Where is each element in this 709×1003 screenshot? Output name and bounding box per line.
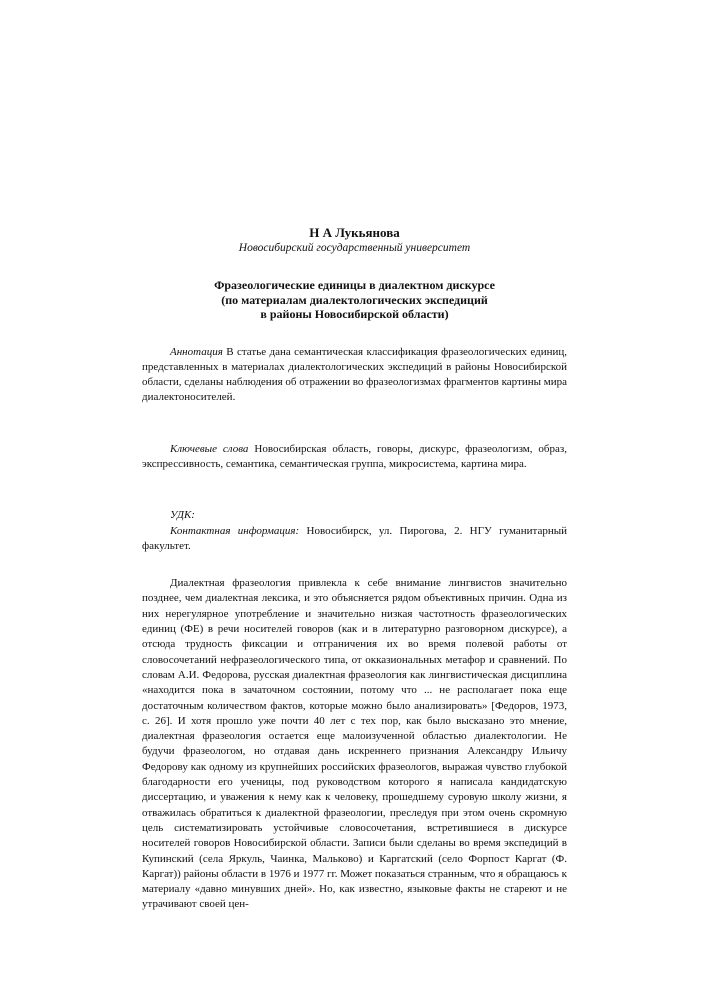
keywords-text: Новосибирская область, говоры, дискурс, фразеологизм, образ, экспрессивность, семантика, семантическая группа, микросистема, картина мира.	[142, 442, 567, 470]
author-affiliation: Новосибирский государственный университет	[238, 242, 471, 254]
body-paragraph: Диалектная фразеология привлекла к себе внимание лингвистов значительно позднее, чем диалектная лексика, и это объясняется рядом объективных причин. Одна из них нерегулярное употребление и значительно низкая частотность фразеологических единиц (ФЕ) в речи носителей говоров (как и в литературно разговорном дискурсе), а отсюда трудность фиксации и отграничения их во время полевой работы от словосочетаний нефразеологического типа, от окказиональных метафор и сравнений. По словам А.И. Федорова, русская диалектная фразеология как лингвистическая дисциплина «находится пока в зачаточном состоянии, потому что ... не располагает пока еще достаточным количеством фактов, которые можно было анализировать» [Федоров, 1973, с. 26]. И хотя прошло уже почти 40 лет с тех пор, как было высказано это мнение, диалектная фразеология остается еще малоизученной областью диалектологии. Не будучи фразеологом, но отдавая дань искреннего признания Александру Ильичу Федорову как одному из крупнейших российских фразеологов, выражая чувство глубокой благодарности его ученицы, под руководством которого я написала кандидатскую диссертацию, и уважения к нему как к человеку, прошедшему суровую школу жизни, я отважилась обратиться к диалектной фразеологии, преследуя при этом очень скромную цель систематизировать устойчивые словосочетания, встретившиеся в дискурсе носителей говоров Новосибирской области. Записи были сделаны во время экспедиций в Купинский (села Яркуль, Чаинка, Мальково) и Каргатский (село Форпост Каргат (Ф. Каргат)) районы области в 1976 и 1977 гг. Может показаться странным, что я обращаюсь к материалу «давно минувших дней». Но, как известно, языковые факты не стареют и не утрачивают своей цен-	[142, 577, 567, 911]
article-title	[142, 278, 567, 322]
abstract-label: Аннотация	[170, 345, 223, 358]
contact-label: Контактная информация:	[170, 524, 300, 537]
title-line-3: в районы Новосибирской области)	[260, 307, 449, 321]
article-page	[142, 225, 567, 913]
abstract-paragraph	[142, 345, 567, 406]
abstract-text: В статье дана семантическая классификация фразеологических единиц, представленных в материалах диалектологических экспедиций в районы Новосибирской области, сделаны наблюдения об отражении во фразеологизмах фрагментов картины мира диалектоносителей.	[142, 345, 567, 404]
contact-paragraph	[142, 524, 567, 555]
udk-label: УДК:	[170, 509, 195, 522]
contact-text: Новосибирск, ул. Пирогова, 2. НГУ гуманитарный факультет.	[142, 524, 568, 552]
udk-line	[142, 508, 567, 523]
author-name: Н А Лукьянова	[309, 225, 400, 240]
title-line-2: (по материалам диалектологических экспедиций	[221, 292, 488, 307]
keywords-label: Ключевые слова	[170, 442, 249, 455]
title-line-1: Фразеологические единицы в диалектном дискурсе	[214, 278, 495, 292]
keywords-paragraph	[142, 442, 567, 473]
